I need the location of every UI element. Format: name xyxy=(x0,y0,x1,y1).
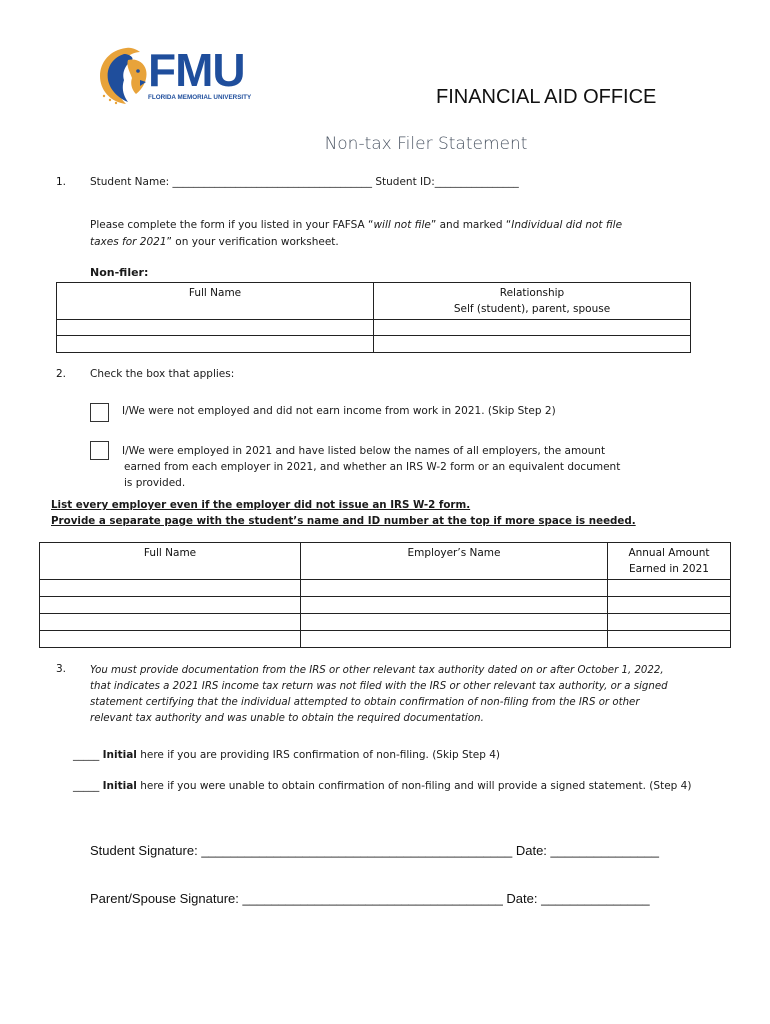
table-cell[interactable] xyxy=(57,336,374,353)
employer-table xyxy=(39,542,731,648)
table-cell[interactable] xyxy=(608,597,731,614)
student-name-field[interactable]: ______________________________________ xyxy=(172,176,373,188)
table-cell[interactable] xyxy=(40,580,301,597)
paragraph-line: that indicates a 2021 IRS income tax return was not filed with the IRS or other relevant tax authority, or a signed xyxy=(90,681,668,692)
initial-label: Initial xyxy=(102,780,137,792)
initial-text: here if you are providing IRS confirmation of non-filing. (Skip Step 4) xyxy=(140,749,500,761)
col-annual-amount xyxy=(608,543,731,580)
table-cell[interactable] xyxy=(608,580,731,597)
parent-signature-line xyxy=(90,891,650,906)
office-heading: FINANCIAL AID OFFICE xyxy=(436,86,657,108)
col-full-name xyxy=(40,543,301,580)
paragraph-line: relevant tax authority and was unable to obtain the required documentation. xyxy=(90,713,484,724)
initial-text: here if you were unable to obtain confirmation of non-filing and will provide a signed statement. (Step 4) xyxy=(140,780,692,792)
header-label: Full Name xyxy=(143,547,197,559)
table-row[interactable] xyxy=(40,631,731,648)
col-employer-name xyxy=(301,543,608,580)
documentation-paragraph xyxy=(90,663,668,727)
header-label: Annual Amount xyxy=(628,547,710,559)
initial-signed-statement xyxy=(73,780,691,792)
instruction-line-2 xyxy=(90,234,622,251)
table-cell[interactable] xyxy=(301,614,608,631)
header-sublabel: Earned in 2021 xyxy=(629,563,709,575)
student-signature-line xyxy=(90,843,659,858)
initial-irs-confirmation xyxy=(73,749,500,761)
col-relationship xyxy=(374,283,691,320)
table-header-row xyxy=(57,283,691,320)
student-name-label: Student Name: xyxy=(90,176,170,188)
table-row[interactable] xyxy=(57,336,691,353)
checkbox-not-employed[interactable] xyxy=(90,403,109,422)
instruction-did-not-file: Individual did not file xyxy=(511,219,623,231)
parent-signature-label: Parent/Spouse Signature: xyxy=(90,891,239,906)
checkbox-employed[interactable] xyxy=(90,441,109,460)
employer-notice xyxy=(51,497,636,529)
table-cell[interactable] xyxy=(301,631,608,648)
header-label: Full Name xyxy=(188,287,242,299)
header-label: Relationship xyxy=(499,287,565,299)
instruction-text: Please complete the form if you listed in your FAFSA “ xyxy=(90,219,374,231)
table-cell[interactable] xyxy=(40,631,301,648)
non-filer-label: Non-filer: xyxy=(90,266,149,279)
section-2-number: 2. xyxy=(56,368,67,380)
header-label: Employer’s Name xyxy=(407,547,501,559)
col-full-name xyxy=(57,283,374,320)
table-cell[interactable] xyxy=(374,336,691,353)
non-filer-table xyxy=(56,282,691,353)
table-cell[interactable] xyxy=(608,631,731,648)
instruction-text-2: ” and marked “ xyxy=(430,219,512,231)
table-cell[interactable] xyxy=(57,320,374,336)
table-cell[interactable] xyxy=(40,614,301,631)
section-1-number: 1. xyxy=(56,176,67,188)
table-row[interactable] xyxy=(57,320,691,336)
table-cell[interactable] xyxy=(374,320,691,336)
date-label: Date: xyxy=(515,843,547,858)
option-not-employed: I/We were not employed and did not earn income from work in 2021. (Skip Step 2) xyxy=(122,405,556,417)
instruction-will-not-file: will not file xyxy=(373,219,431,231)
logo-text: FMU xyxy=(148,44,245,96)
date-field[interactable]: _______________ xyxy=(550,843,659,858)
notice-line-2: Provide a separate page with the student’s name and ID number at the top if more space is needed. xyxy=(51,515,636,527)
option-employed-line: is provided. xyxy=(124,477,186,489)
parent-signature-field[interactable]: ____________________________________ xyxy=(242,891,503,906)
header-sublabel: Self (student), parent, spouse xyxy=(453,303,611,315)
student-id-field[interactable]: ________________ xyxy=(434,176,519,188)
instruction-line-1 xyxy=(90,217,622,234)
date-label: Date: xyxy=(506,891,538,906)
option-employed-line: earned from each employer in 2021, and whether an IRS W-2 form or an equivalent document xyxy=(124,461,621,473)
initial-field[interactable]: _____ xyxy=(73,749,100,761)
student-signature-label: Student Signature: xyxy=(90,843,198,858)
table-row[interactable] xyxy=(40,597,731,614)
paragraph-line: statement certifying that the individual attempted to obtain confirmation of non-filing from the IRS or other xyxy=(90,697,640,708)
student-signature-field[interactable]: ___________________________________________ xyxy=(201,843,513,858)
student-id-label: Student ID: xyxy=(375,176,435,188)
instruction-taxes-2021: taxes for 2021 xyxy=(90,236,167,248)
initial-field[interactable]: _____ xyxy=(73,780,100,792)
table-cell[interactable] xyxy=(301,580,608,597)
logo-subtext: FLORIDA MEMORIAL UNIVERSITY xyxy=(148,94,252,101)
instruction-worksheet: ” on your verification worksheet. xyxy=(166,236,339,248)
option-employed-line: I/We were employed in 2021 and have listed below the names of all employers, the amount xyxy=(122,445,606,457)
section-2-prompt: Check the box that applies: xyxy=(90,368,235,380)
student-name-line xyxy=(90,176,519,188)
fmu-logo xyxy=(96,44,266,108)
table-row[interactable] xyxy=(40,614,731,631)
table-header-row xyxy=(40,543,731,580)
option-employed xyxy=(122,443,620,491)
notice-line-1: List every employer even if the employer did not issue an IRS W-2 form. xyxy=(51,499,471,511)
table-cell[interactable] xyxy=(301,597,608,614)
document-title: Non-tax Filer Statement xyxy=(324,134,528,154)
table-cell[interactable] xyxy=(608,614,731,631)
table-cell[interactable] xyxy=(40,597,301,614)
paragraph-line: You must provide documentation from the IRS or other relevant tax authority dated on or after October 1, 2022, xyxy=(90,665,664,676)
table-row[interactable] xyxy=(40,580,731,597)
initial-label: Initial xyxy=(102,749,137,761)
section-1-instructions xyxy=(90,217,622,251)
date-field[interactable]: _______________ xyxy=(541,891,650,906)
section-3-number: 3. xyxy=(56,663,67,675)
